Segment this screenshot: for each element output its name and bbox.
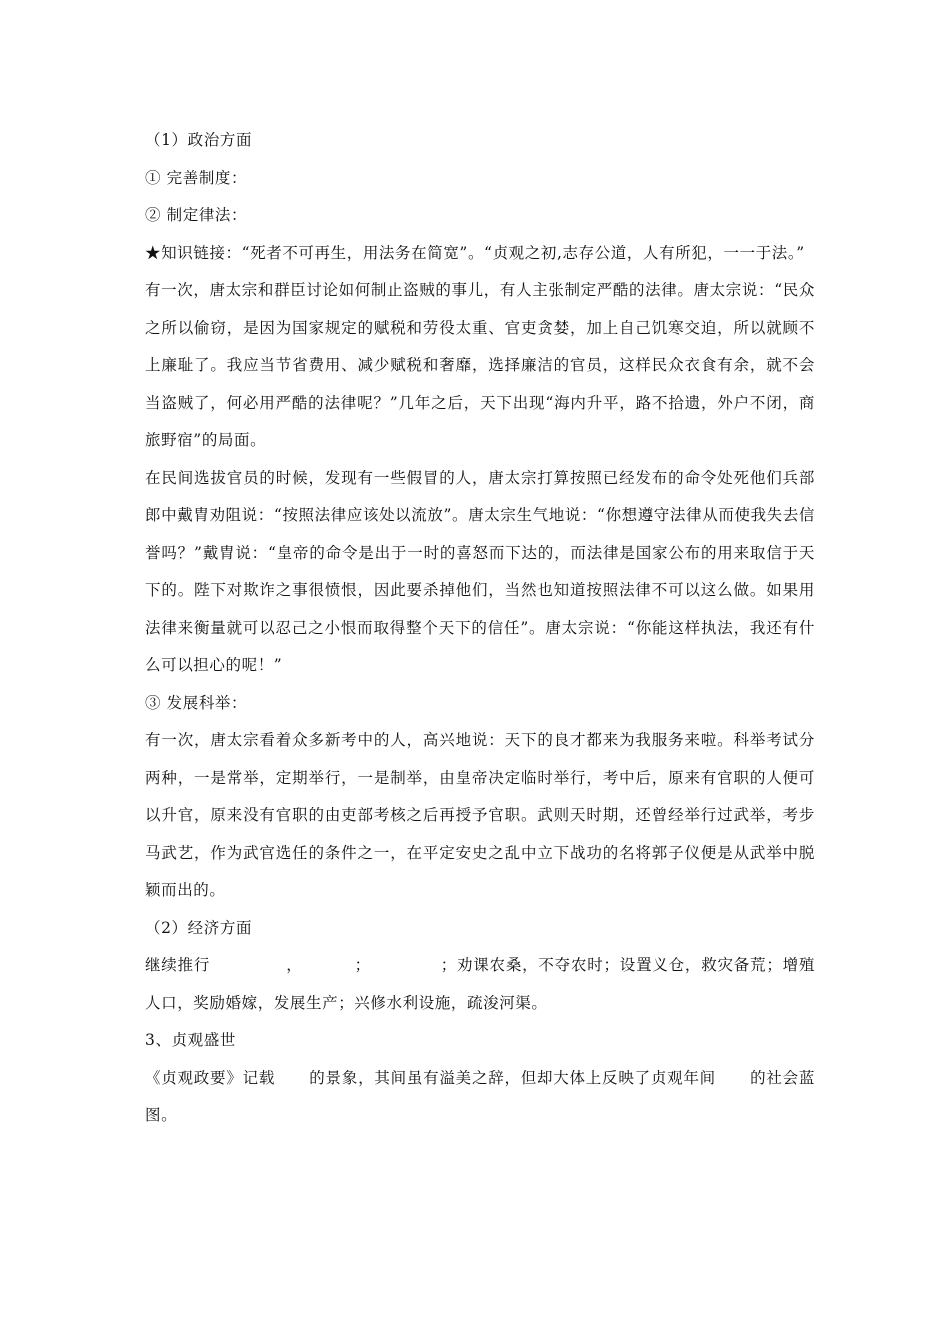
economy-rest: 劝课农桑，不夺农时；设置义仓，救灾备荒；增殖人口，奖励婚嫁，发展生产；兴修水利设施，疏浚河渠。: [145, 956, 815, 1012]
economy-semicolon: ；: [354, 956, 371, 974]
item-make-laws: ② 制定律法：: [145, 206, 248, 224]
economy-comma: ，: [286, 956, 303, 974]
story-imperial-exams: 有一次，唐太宗看着众多新考中的人，高兴地说：天下的良才都来为我服务来啦。科举考试分两种，一是常举，定期举行，一是制举，由皇帝决定临时举行，考中后，原来有官职的人便可以升官，原来没有官职的由吏部考核之后再授予官职。武则天时期，还曾经举行过武举，考步马武艺，作为武官选任的条件之一，在平定安史之乱中立下战功的名将郭子仪便是从武举中脱颖而出的。: [145, 731, 815, 899]
zhenguan-paragraph: [145, 1060, 815, 1135]
section-heading-zhenguan: 3、贞观盛世: [145, 1031, 236, 1049]
item-improve-system: ① 完善制度：: [145, 168, 248, 187]
knowledge-link: ★知识链接：“死者不可再生，用法务在简宽”。“贞观之初,志存公道，人有所犯，一一于法。”: [145, 243, 805, 262]
economy-paragraph: [145, 947, 815, 1022]
economy-semicolon: ；: [440, 956, 457, 974]
item-develop-exams: ③ 发展科举：: [145, 693, 248, 712]
zhenguan-part1: 《贞观政要》记载: [145, 1068, 276, 1087]
economy-lead: 继续推行: [145, 956, 211, 974]
zhenguan-part2: 的景象，其间虽有溢美之辞，但却大体上反映了贞观年间: [309, 1068, 716, 1087]
section-heading-economy: （2）经济方面: [145, 918, 253, 937]
zhenguan-part3: 的社会蓝图。: [145, 1068, 815, 1124]
document-body: [145, 122, 815, 1135]
section-heading-politics: （1）政治方面: [145, 131, 253, 149]
story-dai-zhou: 在民间选拔官员的时候，发现有一些假冒的人，唐太宗打算按照已经发布的命令处死他们兵部郎中戴胄劝阻说：“按照法律应该处以流放”。唐太宗生气地说：“你想遵守法律从而使我失去信誉吗？”戴胄说：“皇帝的命令是出于一时的喜怒而下达的，而法律是国家公布的用来取信于天下的。陛下对欺诈之事很愤恨，因此要杀掉他们，当然也知道按照法律不可以这么做。如果用法律来衡量就可以忍己之小恨而取得整个天下的信任”。唐太宗说：“你能这样执法，我还有什么可以担心的呢！”: [145, 468, 815, 674]
story-theft-laws: 有一次，唐太宗和群臣讨论如何制止盗贼的事儿，有人主张制定严酷的法律。唐太宗说：“民众之所以偷窃，是因为国家规定的赋税和劳役太重、官吏贪婪，加上自己饥寒交迫，所以就顾不上廉耻了。我应当节省费用、减少赋税和奢靡，选择廉洁的官员，这样民众衣食有余，就不会当盗贼了，何必用严酷的法律呢？”几年之后，天下出现“海内升平，路不拾遗，外户不闭，商旅野宿”的局面。: [145, 281, 815, 449]
